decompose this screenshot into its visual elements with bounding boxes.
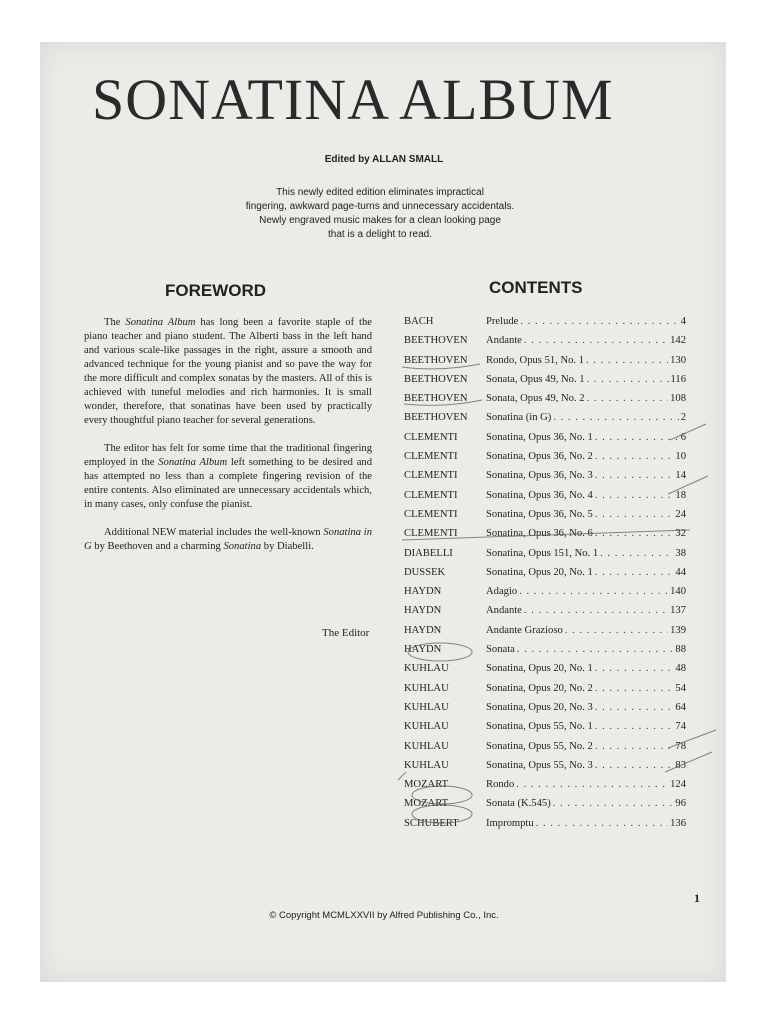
contents-entry xyxy=(400,641,700,660)
composer-name: KUHLAU xyxy=(404,663,449,675)
contents-entry xyxy=(400,564,700,583)
piece-with-page xyxy=(486,605,686,616)
foreword-paragraph: The editor has felt for some time that the traditional fingering employed in the Sonatina Album left something to be desired and has attempted no less than a complete fingering revision of the entire contents. Also eliminated are unnecessary accidentals which, in many cases, only confuse the pianist. xyxy=(84,443,372,510)
composer-name: BEETHOVEN xyxy=(404,412,468,424)
page-reference: 116 xyxy=(670,373,686,385)
leader-dots xyxy=(553,798,674,809)
composer-name: KUHLAU xyxy=(404,701,449,713)
contents-entry xyxy=(400,313,700,332)
page-number: 1 xyxy=(694,891,700,905)
piece-title: Sonatina, Opus 36, No. 2 xyxy=(486,451,593,463)
piece-with-page xyxy=(486,741,686,752)
piece-title: Andante xyxy=(486,605,522,617)
page-reference: 4 xyxy=(680,316,686,327)
contents-entry xyxy=(400,757,700,776)
leader-dots xyxy=(595,683,674,694)
piece-with-page xyxy=(486,374,686,385)
page-reference: 74 xyxy=(675,721,686,733)
leader-dots xyxy=(595,760,674,771)
page-reference: 83 xyxy=(675,759,686,771)
composer-name: DIABELLI xyxy=(404,547,453,559)
album-title: SONATINA ALBUM xyxy=(92,67,614,132)
leader-dots xyxy=(595,528,674,539)
leader-dots xyxy=(587,374,669,385)
page-reference: 38 xyxy=(675,547,686,559)
foreword-heading: FOREWORD xyxy=(165,281,267,300)
contents-entry xyxy=(400,467,700,486)
piece-with-page xyxy=(486,625,686,636)
page-reference: 14 xyxy=(675,470,686,482)
contents-entry xyxy=(400,718,700,737)
page-reference: 108 xyxy=(670,393,686,405)
piece-title: Sonatina, Opus 36, No. 5 xyxy=(486,508,593,520)
piece-title: Sonatina, Opus 55, No. 3 xyxy=(486,759,593,771)
page-reference: 88 xyxy=(675,644,686,656)
leader-dots xyxy=(524,605,668,616)
composer-name: KUHLAU xyxy=(404,721,449,733)
piece-title: Sonatina, Opus 151, No. 1 xyxy=(486,547,599,559)
leader-dots xyxy=(586,355,668,366)
piece-with-page xyxy=(486,412,686,423)
piece-with-page xyxy=(486,451,686,462)
contents-entry xyxy=(400,545,700,564)
composer-name: BEETHOVEN xyxy=(404,393,468,405)
leader-dots xyxy=(516,779,668,790)
piece-title: Sonatina, Opus 55, No. 2 xyxy=(486,740,593,752)
contents-entry xyxy=(400,583,700,602)
page-reference: 48 xyxy=(675,663,686,675)
piece-title: Sonata, Opus 49, No. 2 xyxy=(486,393,585,405)
piece-title: Sonata (K.545) xyxy=(486,798,551,810)
page-reference: 6 xyxy=(680,431,686,443)
contents-entry xyxy=(400,448,700,467)
contents-entry xyxy=(400,738,700,757)
piece-with-page xyxy=(486,432,686,443)
piece-with-page xyxy=(486,818,686,829)
piece-title: Sonatina, Opus 36, No. 4 xyxy=(486,489,593,501)
page-reference: 139 xyxy=(670,624,686,636)
composer-name: BACH xyxy=(404,316,434,327)
leader-dots xyxy=(565,625,668,636)
editor-credit: Edited by ALLAN SMALL xyxy=(324,154,444,165)
contents-entry xyxy=(400,409,700,428)
page-reference: 136 xyxy=(670,817,686,829)
piece-with-page xyxy=(486,393,686,404)
contents-entry xyxy=(400,352,700,371)
piece-with-page xyxy=(486,490,686,501)
leader-dots xyxy=(600,548,673,559)
piece-title: Prelude xyxy=(486,316,519,327)
piece-with-page xyxy=(486,721,686,732)
contents-entry xyxy=(400,680,700,699)
page-reference: 18 xyxy=(675,489,686,501)
piece-title: Adagio xyxy=(486,586,518,598)
piece-with-page xyxy=(486,644,686,655)
contents-entry xyxy=(400,390,700,409)
foreword-paragraph: Additional NEW material includes the well-known Sonatina in G by Beethoven and a charming Sonatina by Diabelli. xyxy=(84,527,373,552)
contents-entry xyxy=(400,429,700,448)
page-reference: 130 xyxy=(670,354,686,366)
composer-name: HAYDN xyxy=(404,644,442,656)
piece-title: Sonatina, Opus 36, No. 6 xyxy=(486,528,593,540)
contents-entry xyxy=(400,660,700,679)
contents-entry xyxy=(400,699,700,718)
description-line: fingering, awkward page-turns and unnecessary accidentals. xyxy=(245,201,515,212)
piece-title: Sonatina, Opus 36, No. 1 xyxy=(486,431,593,443)
composer-name: CLEMENTI xyxy=(404,508,458,520)
contents-entry xyxy=(400,815,700,834)
page-reference: 44 xyxy=(675,566,686,578)
description-line: Newly engraved music makes for a clean looking page xyxy=(259,215,501,226)
piece-with-page xyxy=(486,779,686,790)
piece-title: Sonatina, Opus 20, No. 3 xyxy=(486,701,593,713)
contents-entry xyxy=(400,795,700,814)
leader-dots xyxy=(517,644,674,655)
page-reference: 64 xyxy=(675,701,686,713)
leader-dots xyxy=(536,818,668,829)
leader-dots xyxy=(587,393,669,404)
piece-with-page xyxy=(486,528,686,539)
piece-with-page xyxy=(486,335,686,346)
page-reference: 2 xyxy=(680,412,686,424)
page-reference: 140 xyxy=(670,586,686,598)
piece-title: Impromptu xyxy=(486,817,534,829)
piece-title: Andante Grazioso xyxy=(486,624,563,636)
foreword-paragraph: The Sonatina Album has long been a favorite staple of the piano teacher and piano student. The Alberti bass in the left hand and various scale-like passages in the right, assure a smooth and advanced technique for the young pianist and so pave the way for the more difficult and complex sonatas by the masters. All of this is achieved with tuneful melodies and rich harmonies. It is small wonder, therefore, that sonatinas have been used by practically every thoughtful piano teacher for several generations. xyxy=(84,317,372,426)
foreword-signature: The Editor xyxy=(322,627,370,639)
leader-dots xyxy=(595,721,674,732)
leader-dots xyxy=(595,741,674,752)
page-reference: 137 xyxy=(670,605,686,617)
page-reference: 78 xyxy=(675,740,686,752)
leader-dots xyxy=(595,567,674,578)
composer-name: HAYDN xyxy=(404,624,442,636)
contents-entry xyxy=(400,506,700,525)
composer-name: KUHLAU xyxy=(404,740,449,752)
piece-with-page xyxy=(486,760,686,771)
page-reference: 124 xyxy=(670,779,686,791)
copyright-notice: © Copyright MCMLXXVII by Alfred Publishing Co., Inc. xyxy=(269,910,499,921)
page-reference: 24 xyxy=(675,508,686,520)
piece-with-page xyxy=(486,316,686,327)
contents-entry xyxy=(400,776,700,795)
piece-with-page xyxy=(486,798,686,809)
piece-with-page xyxy=(486,567,686,578)
description-line: that is a delight to read. xyxy=(328,229,432,240)
composer-name: CLEMENTI xyxy=(404,451,458,463)
contents-entry xyxy=(400,371,700,390)
piece-title: Sonatina, Opus 20, No. 1 xyxy=(486,663,593,675)
leader-dots xyxy=(595,509,674,520)
description-line: This newly edited edition eliminates impractical xyxy=(276,187,484,198)
page-reference: 142 xyxy=(670,335,686,347)
composer-name: KUHLAU xyxy=(404,682,449,694)
foreword-text xyxy=(84,316,372,568)
piece-with-page xyxy=(486,663,686,674)
piece-with-page xyxy=(486,548,686,559)
composer-name: MOZART xyxy=(404,779,449,791)
composer-name: KUHLAU xyxy=(404,759,449,771)
composer-name: MOZART xyxy=(404,798,449,810)
composer-name: BEETHOVEN xyxy=(404,373,468,385)
leader-dots xyxy=(520,316,678,327)
piece-title: Sonatina, Opus 36, No. 3 xyxy=(486,470,593,482)
leader-dots xyxy=(595,451,674,462)
piece-title: Sonata, Opus 49, No. 1 xyxy=(486,373,585,385)
piece-with-page xyxy=(486,355,686,366)
composer-name: CLEMENTI xyxy=(404,431,458,443)
leader-dots xyxy=(595,702,674,713)
piece-title: Rondo xyxy=(486,779,515,791)
leader-dots xyxy=(553,412,678,423)
leader-dots xyxy=(595,470,674,481)
piece-with-page xyxy=(486,470,686,481)
composer-name: CLEMENTI xyxy=(404,489,458,501)
piece-title: Sonatina, Opus 55, No. 1 xyxy=(486,721,593,733)
leader-dots xyxy=(595,663,674,674)
piece-title: Sonatina, Opus 20, No. 1 xyxy=(486,566,593,578)
contents-entry xyxy=(400,332,700,351)
leader-dots xyxy=(595,490,674,501)
contents-entry xyxy=(400,622,700,641)
piece-title: Sonatina, Opus 20, No. 2 xyxy=(486,682,593,694)
composer-name: DUSSEK xyxy=(404,566,446,578)
piece-title: Rondo, Opus 51, No. 1 xyxy=(486,354,584,366)
contents-entry xyxy=(400,602,700,621)
composer-name: SCHUBERT xyxy=(404,817,459,829)
piece-with-page xyxy=(486,683,686,694)
contents-entry xyxy=(400,525,700,544)
composer-name: BEETHOVEN xyxy=(404,335,468,347)
piece-title: Sonata xyxy=(486,644,515,656)
piece-with-page xyxy=(486,702,686,713)
composer-name: CLEMENTI xyxy=(404,470,458,482)
page-reference: 54 xyxy=(675,682,686,694)
leader-dots xyxy=(519,586,668,597)
composer-name: HAYDN xyxy=(404,586,442,598)
piece-title: Sonatina (in G) xyxy=(486,412,552,424)
piece-with-page xyxy=(486,586,686,597)
piece-with-page xyxy=(486,509,686,520)
page-reference: 10 xyxy=(675,451,686,463)
page-reference: 32 xyxy=(675,528,686,540)
leader-dots xyxy=(524,335,668,346)
contents-list xyxy=(400,313,700,834)
composer-name: HAYDN xyxy=(404,605,442,617)
composer-name: CLEMENTI xyxy=(404,528,458,540)
page-reference: 96 xyxy=(675,798,686,810)
contents-entry xyxy=(400,487,700,506)
contents-heading: CONTENTS xyxy=(489,278,583,297)
leader-dots xyxy=(595,432,679,443)
composer-name: BEETHOVEN xyxy=(404,354,468,366)
piece-title: Andante xyxy=(486,335,522,347)
edition-description xyxy=(200,186,560,242)
